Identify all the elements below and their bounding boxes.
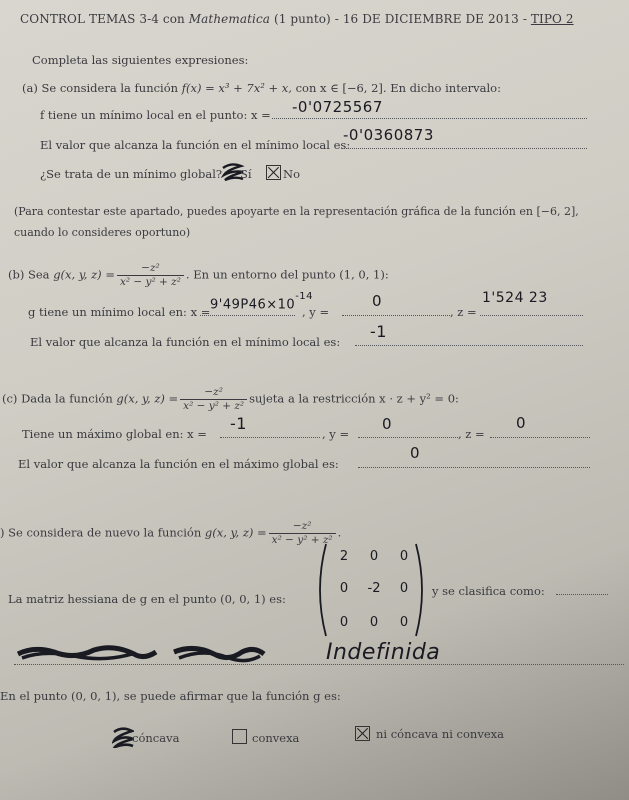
part-d-label: ) Se considera de nuevo la función xyxy=(0,525,202,540)
part-d-func: g(x, y, z) = xyxy=(204,525,267,540)
part-d-q1-after: y se clasifica como: xyxy=(432,584,545,598)
part-c-x-line xyxy=(220,437,320,438)
checkbox-no xyxy=(266,165,281,180)
part-d-q1: La matriz hessiana de g en el punto (0, 0, 1) es: xyxy=(8,592,286,606)
part-b-a2-line xyxy=(355,345,583,346)
checkbox-convexa xyxy=(232,729,247,744)
title-type: TIPO 2 xyxy=(530,12,574,26)
checkbox-ni-concava-ni-convexa xyxy=(355,726,370,741)
part-c-q2: El valor que alcanza la función en el máximo global es: xyxy=(18,457,339,471)
part-b-x-mantissa: 9'49P46×10 xyxy=(210,297,296,313)
part-c-a2: 0 xyxy=(410,444,421,462)
part-b-x-exponent: -14 xyxy=(295,291,314,302)
part-a-domain: con x ∈ [−6, 2]. En dicho intervalo: xyxy=(295,81,501,95)
option-si-label: Sí xyxy=(240,167,252,181)
part-a-statement xyxy=(22,81,501,95)
part-a-a2-line xyxy=(342,148,587,149)
part-a-q1: f tiene un mínimo local en el punto: x = xyxy=(40,108,271,122)
part-c-numerator: −z² xyxy=(180,386,247,400)
title-app: Mathematica xyxy=(188,12,271,26)
part-c-y-answer: 0 xyxy=(382,415,393,433)
matrix-cell: -2 xyxy=(367,581,381,596)
option-convexa-label: convexa xyxy=(252,731,300,745)
option-no-label: No xyxy=(283,167,300,181)
matrix-cell: 0 xyxy=(399,615,409,630)
part-b-z-answer: 1'524 23 xyxy=(482,290,548,306)
hessian-matrix xyxy=(316,540,428,640)
part-b-q2: El valor que alcanza la función en el mínimo local es: xyxy=(30,335,341,349)
intro-text: Completa las siguientes expresiones: xyxy=(32,53,249,67)
part-b-z-label: , z = xyxy=(450,305,477,319)
part-d-q2: En el punto (0, 0, 1), se puede afirmar que la función g es: xyxy=(0,689,341,703)
part-c-denominator: x² − y² + z² xyxy=(183,400,245,412)
part-b-label: (b) Sea xyxy=(8,267,50,282)
matrix-cell: 2 xyxy=(339,549,349,564)
part-b-y-answer: 0 xyxy=(372,292,383,310)
part-a-label: (a) Se considera la función xyxy=(22,81,179,95)
title-prefix: CONTROL TEMAS 3-4 con xyxy=(20,12,189,26)
part-b-q1: g tiene un mínimo local en: x = xyxy=(28,305,211,319)
part-b-func: g(x, y, z) = xyxy=(53,267,115,282)
part-b-z-line xyxy=(480,315,583,316)
part-d-denominator: x² − y² + z² xyxy=(271,534,333,546)
note-line-2: cuando lo consideres oportuno) xyxy=(14,226,191,239)
part-c-y-label: , y = xyxy=(322,427,350,441)
part-b-y-label: , y = xyxy=(302,305,330,319)
note-line-1: (Para contestar este apartado, puedes apoyarte en la representación gráfica de la función en [−6, 2], xyxy=(14,205,579,218)
exam-title xyxy=(20,12,574,26)
part-c-statement xyxy=(2,386,459,413)
matrix-cell: 0 xyxy=(339,581,349,596)
part-c-func: g(x, y, z) = xyxy=(116,391,179,406)
checkbox-concava-scribbled xyxy=(112,726,134,748)
part-c-fraction xyxy=(180,386,247,413)
option-ni-concava-ni-convexa-label: ni cóncava ni convexa xyxy=(376,727,504,741)
part-c-q1: Tiene un máximo global en: x = xyxy=(22,427,207,441)
part-a-a1: -0'0725567 xyxy=(292,98,383,116)
part-b-statement xyxy=(8,262,389,289)
part-b-x-answer xyxy=(210,291,314,313)
matrix-cell: 0 xyxy=(399,549,409,564)
matrix-cell: 0 xyxy=(369,549,379,564)
matrix-cell: 0 xyxy=(399,581,409,596)
part-b-x-line xyxy=(200,315,295,316)
matrix-left-bracket xyxy=(320,544,326,636)
part-a-a1-line xyxy=(272,118,587,119)
part-d-classification: Indefinida xyxy=(326,640,441,665)
part-a-a2: -0'0360873 xyxy=(343,126,434,144)
part-a-q3: ¿Se trata de un mínimo global? xyxy=(40,167,223,181)
classification-line-1 xyxy=(556,594,608,595)
title-date: (1 punto) - 16 DE DICIEMBRE DE 2013 - xyxy=(270,12,531,26)
matrix-right-bracket xyxy=(416,544,422,636)
part-d-statement: ) Se considera de nuevo la función g(x, y, z) = $\frac{\text{−z²}}{\text{x² − y² + z²}}$ . xyxy=(0,520,342,546)
part-c-z-line xyxy=(490,437,590,438)
part-d-numerator: −z² xyxy=(269,520,336,534)
part-c-y-line xyxy=(358,437,458,438)
part-c-label: (c) Dada la función xyxy=(2,391,113,406)
part-a-q2: El valor que alcanza la función en el mínimo local es: xyxy=(40,138,351,152)
part-c-x-answer: -1 xyxy=(230,414,247,433)
part-b-fraction xyxy=(117,262,184,289)
part-c-z-answer: 0 xyxy=(516,414,527,432)
part-b-y-line xyxy=(342,315,450,316)
part-b-point: . En un entorno del punto (1, 0, 1): xyxy=(185,267,389,282)
part-b-a2: -1 xyxy=(370,322,387,341)
classification-line-2 xyxy=(14,664,624,665)
matrix-cell: 0 xyxy=(339,615,349,630)
option-concava-label: cóncava xyxy=(132,731,180,745)
part-b-numerator: −z² xyxy=(117,262,184,276)
part-c-constraint: sujeta a la restricción x · z + y² = 0: xyxy=(249,391,459,406)
part-c-a2-line xyxy=(358,467,590,468)
matrix-cell: 0 xyxy=(369,615,379,630)
part-c-z-label: , z = xyxy=(458,427,485,441)
part-a-formula: f(x) = x³ + 7x² + x, xyxy=(181,81,292,95)
part-b-denominator: x² − y² + z² xyxy=(119,276,181,288)
